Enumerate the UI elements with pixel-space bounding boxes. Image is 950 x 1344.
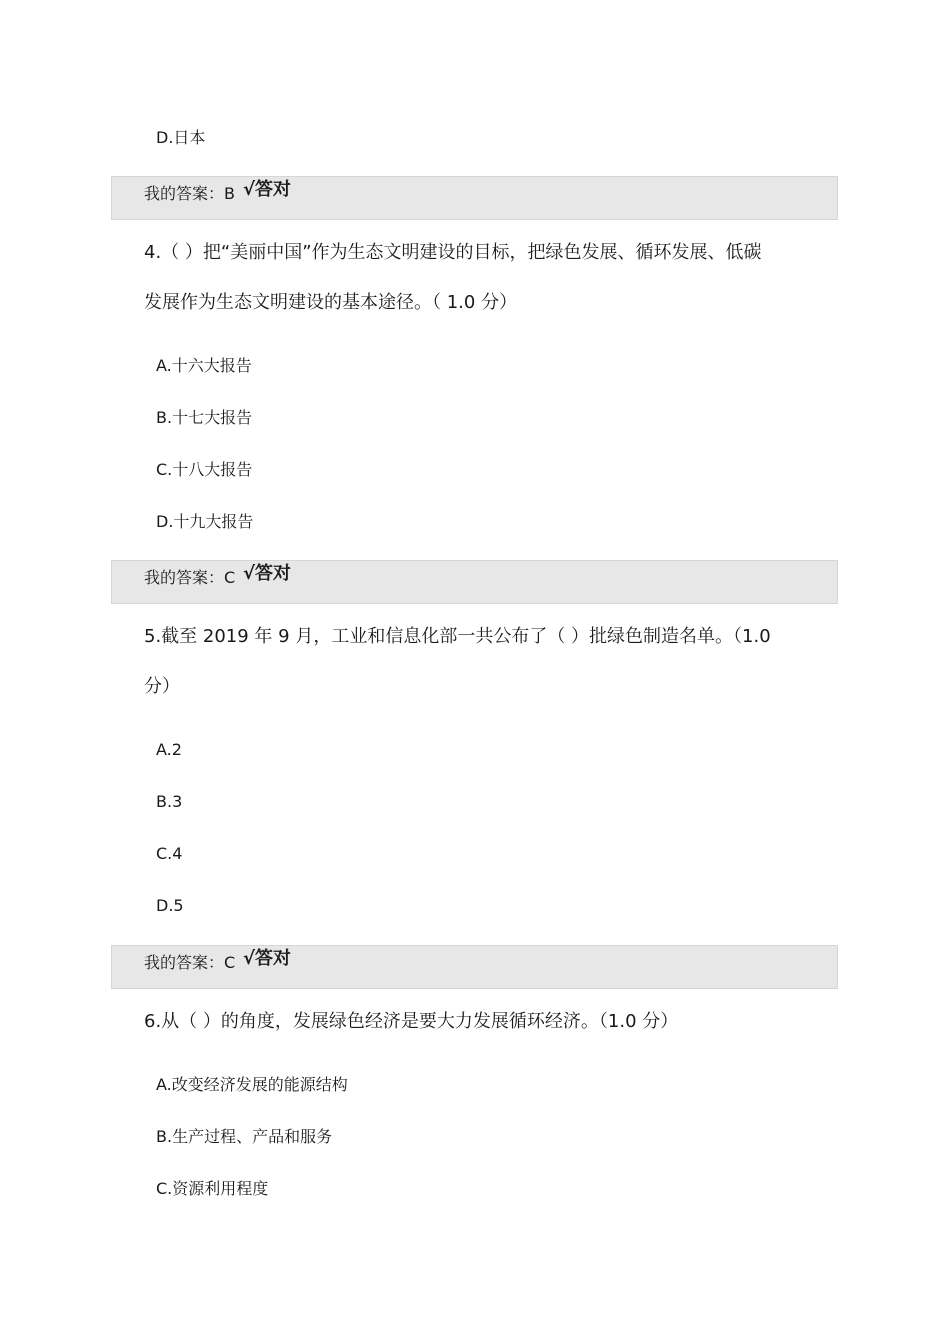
option-d-prev: D.日本	[156, 128, 206, 147]
my-answer-label: 我的答案：B	[144, 184, 235, 203]
question-5-text-line1: 5.截至 2019 年 9 月，工业和信息化部一共公布了（ ）批绿色制造名单。（1.0	[144, 626, 771, 647]
question-5-option-b: B.3	[156, 792, 183, 811]
question-5-text-line2: 分）	[144, 676, 180, 697]
question-4-text-line2: 发展作为生态文明建设的基本途径。（ 1.0 分）	[144, 292, 518, 313]
question-5-option-a: A.2	[156, 740, 182, 759]
answer-bar	[111, 560, 838, 604]
question-4-option-c: C.十八大报告	[156, 460, 253, 479]
question-6-option-b: B.生产过程、产品和服务	[156, 1127, 333, 1146]
question-5-option-c: C.4	[156, 844, 183, 863]
answer-bar	[111, 176, 838, 220]
question-6-text-line1: 6.从（ ）的角度，发展绿色经济是要大力发展循环经济。（1.0 分）	[144, 1011, 679, 1032]
correct-mark: √答对	[243, 179, 292, 200]
correct-mark: √答对	[243, 948, 292, 969]
question-4-text-line1: 4.（ ）把“美丽中国”作为生态文明建设的目标，把绿色发展、循环发展、低碳	[144, 242, 762, 263]
question-6-option-a: A.改变经济发展的能源结构	[156, 1075, 348, 1094]
my-answer-label: 我的答案：C	[144, 568, 236, 587]
correct-mark: √答对	[243, 563, 292, 584]
question-6-option-c: C.资源利用程度	[156, 1179, 269, 1198]
question-4-option-a: A.十六大报告	[156, 356, 252, 375]
my-answer-label: 我的答案：C	[144, 953, 236, 972]
question-4-option-d: D.十九大报告	[156, 512, 254, 531]
question-4-option-b: B.十七大报告	[156, 408, 253, 427]
answer-bar	[111, 945, 838, 989]
question-5-option-d: D.5	[156, 896, 184, 915]
